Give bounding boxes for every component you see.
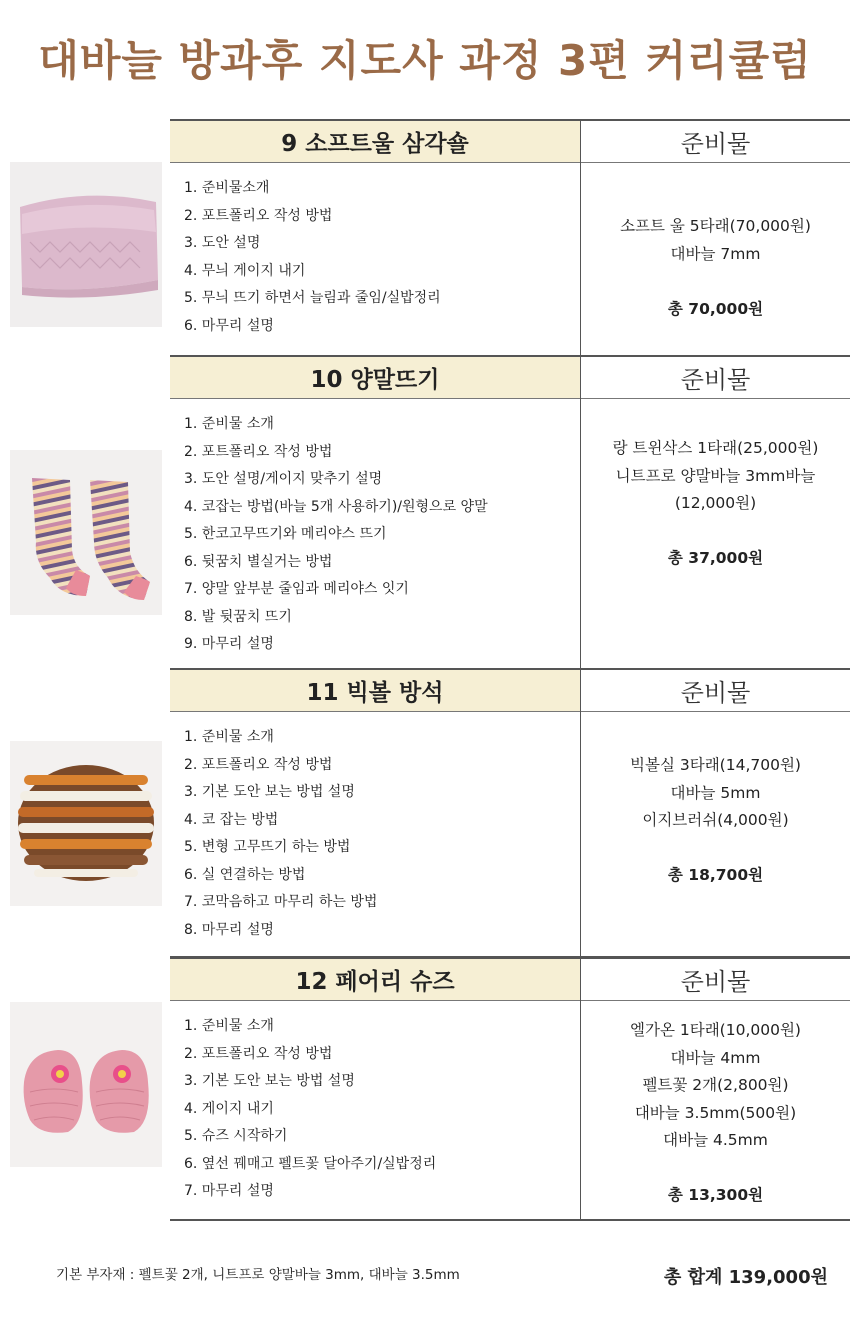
bigball-cushion-photo (10, 741, 162, 906)
material-item: 랑 트윈삭스 1타래(25,000원) (612, 439, 819, 457)
material-item: 대바늘 7mm (670, 244, 761, 263)
list-item: 4. 무늬 게이지 내기 (184, 262, 306, 279)
list-item: 7. 마무리 설명 (184, 1183, 274, 1199)
list-item: 6. 실 연결하는 방법 (184, 866, 306, 883)
material-item: 빅볼실 3타래(14,700원) (630, 756, 801, 774)
section-total: 총 18,700원 (667, 866, 764, 884)
list-item: 3. 도안 설명 (184, 235, 261, 251)
steps-list (184, 724, 377, 944)
list-item: 8. 마무리 설명 (184, 921, 274, 938)
material-item: (12,000원) (674, 494, 757, 512)
list-item: 1. 준비물 소개 (184, 416, 274, 432)
pink-baby-shoes-photo (10, 1002, 162, 1167)
section-header (170, 119, 850, 163)
list-item: 7. 코막음하고 마무리 하는 방법 (184, 894, 378, 910)
section-12 (170, 957, 850, 1223)
list-item: 5. 한코고무뜨기와 메리야스 뜨기 (184, 526, 387, 542)
section-11 (170, 668, 850, 958)
divider (170, 1219, 850, 1221)
steps-list (184, 411, 488, 659)
list-item: 5. 변형 고무뜨기 하는 방법 (184, 839, 351, 855)
list-item: 6. 옆선 꿰매고 펠트꽃 달아주기/실밥정리 (184, 1155, 437, 1172)
material-item: 대바늘 4mm (670, 1048, 761, 1067)
section-total: 총 37,000원 (667, 549, 764, 567)
list-item: 1. 준비물 소개 (184, 1018, 274, 1034)
list-item: 6. 뒷꿈치 별실거는 방법 (184, 553, 333, 570)
section-total: 총 13,300원 (667, 1186, 764, 1204)
materials-header: 준비물 (581, 957, 850, 1001)
list-item: 2. 포트폴리오 작성 방법 (184, 207, 333, 224)
list-item: 3. 도안 설명/게이지 맞추기 설명 (184, 471, 383, 487)
section-title: 10 양말뜨기 (170, 355, 580, 399)
list-item: 2. 포트폴리오 작성 방법 (184, 756, 333, 773)
material-item: 대바늘 4.5mm (663, 1131, 768, 1149)
section-header (170, 668, 850, 712)
list-item: 4. 게이지 내기 (184, 1100, 274, 1117)
materials-list (581, 1017, 850, 1210)
list-item: 1. 준비물 소개 (184, 729, 274, 745)
steps-list (184, 175, 441, 340)
material-item: 니트프로 양말바늘 3mm바늘 (615, 466, 816, 485)
section-title: 11 빅볼 방석 (170, 668, 580, 712)
page-title: 대바늘 방과후 지도사 과정 3편 커리큘럼 (38, 36, 812, 85)
list-item: 4. 코잡는 방법(바늘 5개 사용하기)/원형으로 양말 (184, 498, 488, 515)
material-item: 소프트 울 5타래(70,000원) (620, 217, 811, 235)
materials-list (581, 213, 850, 323)
list-item: 9. 마무리 설명 (184, 636, 274, 652)
steps-list (184, 1013, 436, 1206)
section-total: 총 70,000원 (667, 299, 764, 318)
list-item: 5. 슈즈 시작하기 (184, 1128, 288, 1144)
striped-socks-photo (10, 450, 162, 615)
material-item: 대바늘 5mm (670, 783, 761, 802)
list-item: 8. 발 뒷꿈치 뜨기 (184, 608, 292, 625)
section-10 (170, 355, 850, 670)
list-item: 5. 무늬 뜨기 하면서 늘림과 줄임/실밥정리 (184, 290, 441, 306)
list-item: 3. 기본 도안 보는 방법 설명 (184, 784, 355, 800)
list-item: 2. 포트폴리오 작성 방법 (184, 443, 333, 460)
list-item: 6. 마무리 설명 (184, 317, 274, 334)
section-header (170, 355, 850, 399)
materials-list (581, 752, 850, 890)
section-title: 12 페어리 슈즈 (170, 957, 580, 1001)
materials-header: 준비물 (581, 119, 850, 163)
list-item: 7. 양말 앞부분 줄임과 메리야스 잇기 (184, 581, 409, 597)
material-item: 펠트꽃 2개(2,800원) (642, 1076, 789, 1094)
list-item: 1. 준비물소개 (184, 180, 270, 196)
section-9 (170, 119, 850, 357)
section-title: 9 소프트울 삼각숄 (170, 119, 580, 163)
material-item: 이지브러쉬(4,000원) (642, 811, 789, 829)
materials-list (581, 435, 850, 573)
pink-shawl-photo (10, 162, 162, 327)
materials-header: 준비물 (581, 668, 850, 712)
material-item: 엘가온 1타래(10,000원) (630, 1021, 801, 1039)
list-item: 3. 기본 도안 보는 방법 설명 (184, 1073, 355, 1089)
grand-total: 총 합계 139,000원 (663, 1267, 828, 1288)
footer-note: 기본 부자재 : 펠트꽃 2개, 니트프로 양말바늘 3mm, 대바늘 3.5mm (56, 1267, 460, 1283)
material-item: 대바늘 3.5mm(500원) (634, 1103, 797, 1122)
section-header (170, 957, 850, 1001)
list-item: 2. 포트폴리오 작성 방법 (184, 1045, 333, 1062)
list-item: 4. 코 잡는 방법 (184, 811, 279, 828)
materials-header: 준비물 (581, 355, 850, 399)
